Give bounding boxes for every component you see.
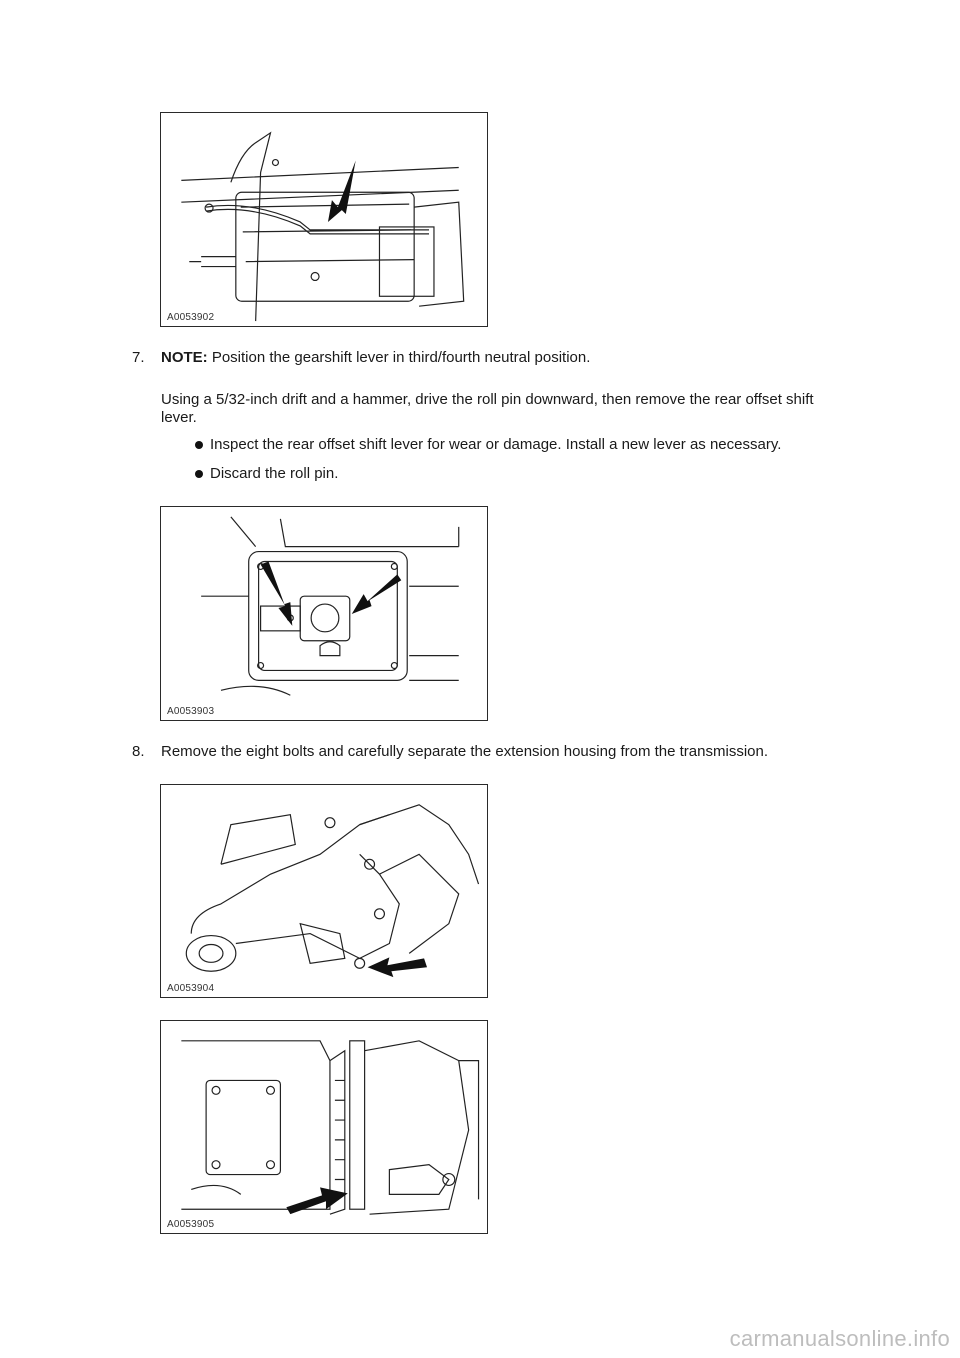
step-7-instruction: Using a 5/32-inch drift and a hammer, drive the roll pin downward, then remove the rear offset shift lever. — [161, 391, 814, 426]
step-8-instruction: Remove the eight bolts and carefully separate the extension housing from the transmission. — [161, 743, 769, 760]
bullet-text: Discard the roll pin. — [210, 465, 339, 482]
figure-a0053904 — [160, 784, 488, 998]
figure-code: A0053905 — [167, 1219, 215, 1230]
figure-code: A0053902 — [167, 312, 215, 323]
figure-a0053903 — [160, 506, 488, 721]
separated-housing-illustration — [161, 1021, 487, 1233]
note-label: NOTE: — [161, 349, 208, 366]
step-number: 8. — [132, 743, 145, 760]
transmission-shift-rod-illustration — [161, 113, 487, 326]
step-number: 7. — [132, 349, 145, 366]
bullet-dot — [195, 470, 203, 478]
figure-code: A0053904 — [167, 983, 215, 994]
figure-code: A0053903 — [167, 706, 215, 717]
extension-housing-illustration — [161, 785, 487, 997]
offset-shift-lever-illustration — [161, 507, 487, 720]
bullet-dot — [195, 441, 203, 449]
bullet-text: Inspect the rear offset shift lever for wear or damage. Install a new lever as necessary. — [210, 436, 782, 453]
note-text: Position the gearshift lever in third/fourth neutral position. — [207, 349, 591, 366]
watermark-footer[interactable]: carmanualsonline.info — [729, 1326, 950, 1351]
figure-a0053902 — [160, 112, 488, 327]
step-note — [161, 349, 590, 367]
figure-a0053905 — [160, 1020, 488, 1234]
